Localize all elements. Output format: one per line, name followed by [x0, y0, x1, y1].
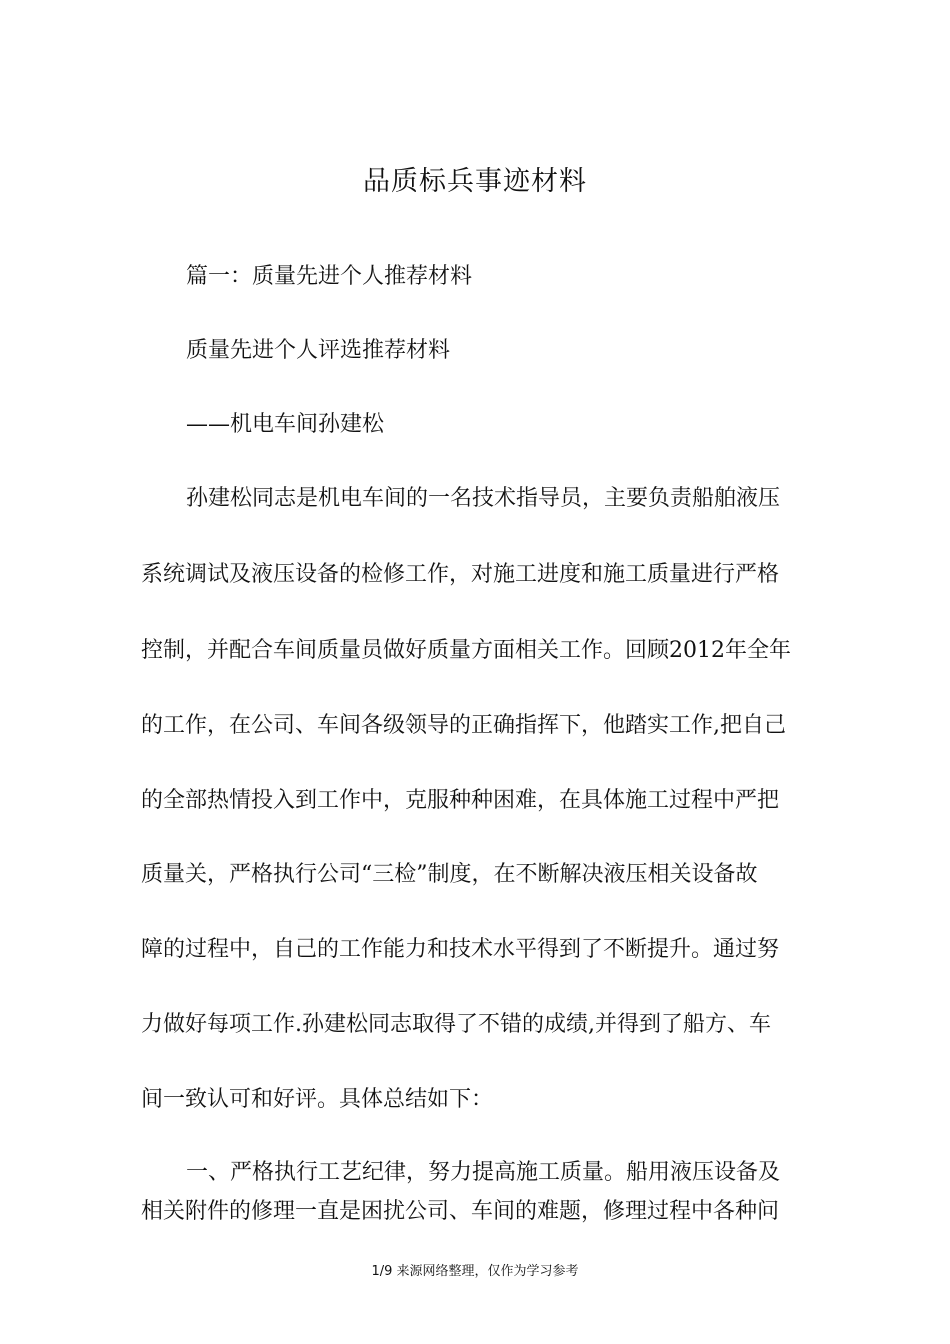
paragraph-line: 一、严格执行工艺纪律，努力提高施工质量。船用液压设备及 — [186, 1160, 781, 1185]
paragraph-line: 间一致认可和好评。具体总结如下： — [141, 1087, 494, 1112]
paragraph-line: 相关附件的修理一直是困扰公司、车间的难题，修理过程中各种问 — [141, 1199, 780, 1224]
paragraph-line: 障的过程中，自己的工作能力和技术水平得到了不断提升。通过努 — [141, 937, 780, 962]
section-heading: 篇一：质量先进个人推荐材料 — [186, 264, 473, 289]
author-line: ——机电车间孙建松 — [186, 412, 385, 437]
paragraph-line: 系统调试及液压设备的检修工作，对施工进度和施工质量进行严格 — [141, 562, 780, 587]
paragraph-line: 孙建松同志是机电车间的一名技术指导员，主要负责船舶液压 — [186, 486, 781, 511]
paragraph-line: 的全部热情投入到工作中，克服种种困难，在具体施工过程中严把 — [141, 788, 780, 813]
page-footer: 1/9 来源网络整理，仅作为学习参考 — [371, 1264, 579, 1279]
subtitle: 质量先进个人评选推荐材料 — [186, 338, 451, 363]
paragraph-line: 控制，并配合车间质量员做好质量方面相关工作。回顾2012年全年 — [141, 638, 791, 663]
paragraph-line: 的工作，在公司、车间各级领导的正确指挥下，他踏实工作,把自己 — [141, 713, 786, 738]
document-title: 品质标兵事迹材料 — [363, 166, 587, 197]
paragraph-line: 质量关，严格执行公司“三检”制度，在不断解决液压相关设备故 — [141, 862, 758, 887]
paragraph-line: 力做好每项工作.孙建松同志取得了不错的成绩,并得到了船方、车 — [141, 1012, 771, 1037]
